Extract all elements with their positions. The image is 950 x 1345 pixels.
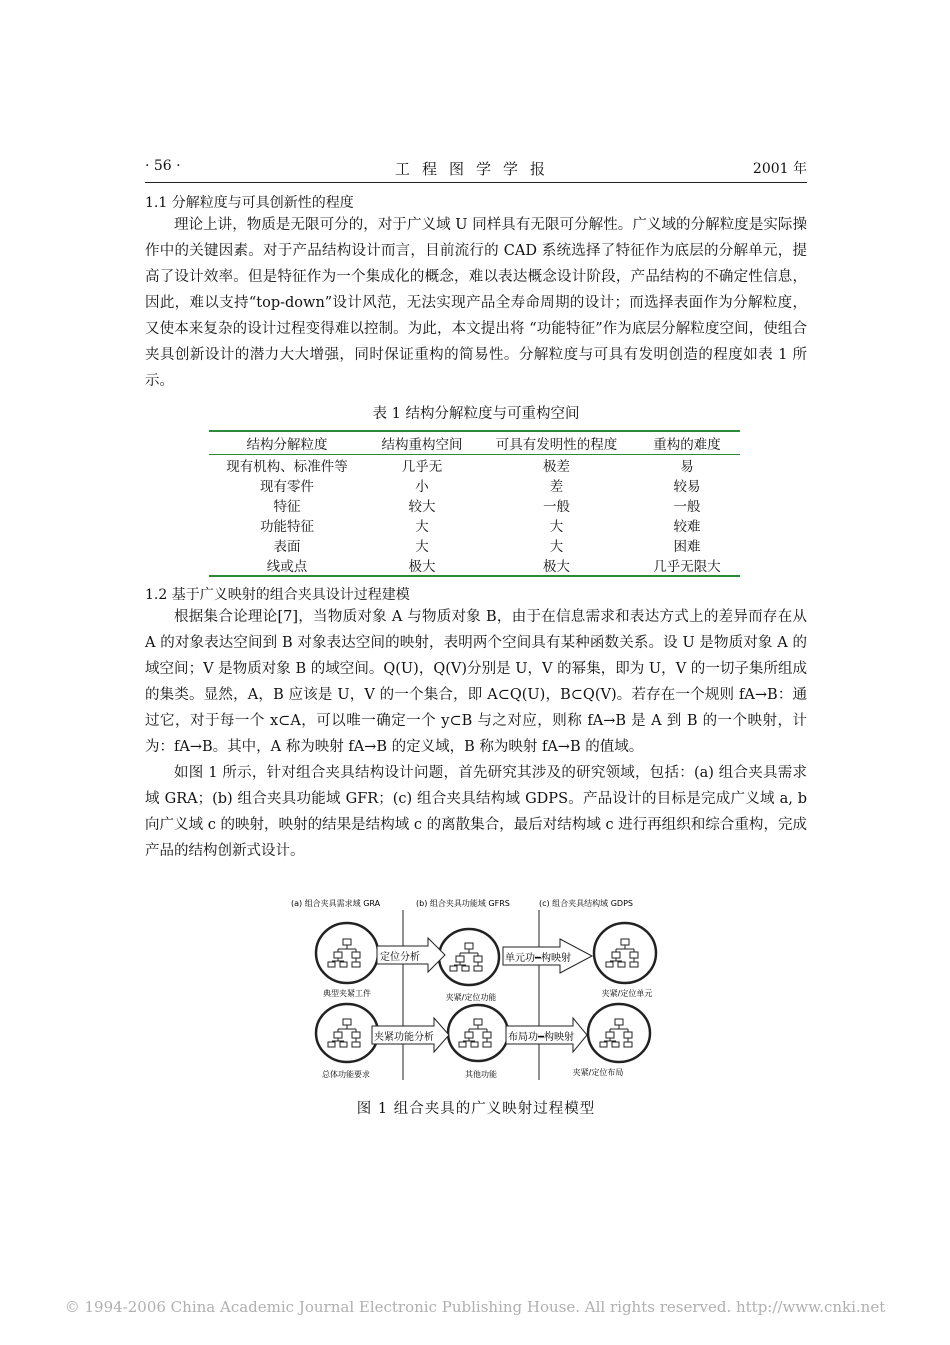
arrow-2 (503, 939, 592, 973)
table-header-cell: 结构分解粒度 (209, 431, 365, 455)
node-c2 (588, 1004, 650, 1062)
arrow-2-label: 单元功━构映射 (505, 953, 572, 964)
section-1-1-title: 1.1 分解粒度与可具创新性的程度 (145, 195, 354, 211)
table-cell: 几乎无 (401, 459, 443, 475)
table-cell: 功能特征 (260, 519, 314, 535)
table-cell: 易 (680, 459, 694, 475)
label-c1: 夹紧/定位单元 (601, 989, 653, 998)
section-1-1-paragraph: 理论上讲，物质是无限可分的，对于广义域 U 同样具有无限可分解性。广义域的分解粒度是实际操作中的关键因素。对于产品结构设计而言，目前流行的 CAD 系统选择了特征作为底层的分解单元，提高了设计效率。但是特征作为一个集成化的概念，难以表达概念设计阶段，产品结构的不确定性信息，因此，难以支持“top-down”设计风范，无法实现产品全寿命周期的设计；而选择表面作为分解粒度，又使本来复杂的设计过程变得难以控制。为此，本文提出将 “功能特征”作为底层分解粒度空间，使组合夹具创新设计的潜力大大增强，同时保证重构的简易性。分解粒度与可具有发明创造的程度如表 1 所示。 (145, 217, 807, 389)
table-cell: 困难 (673, 539, 701, 555)
label-c2: 夹紧/定位布局 (572, 1068, 624, 1077)
arrow-3-label: 夹紧功能分析 (374, 1032, 434, 1043)
section-1-2-body (145, 604, 807, 864)
section-1-2-paragraph-2: 如图 1 所示，针对组合夹具结构设计问题，首先研究其涉及的研究领域，包括：(a) 组合夹具需求域 GRA；(b) 组合夹具功能域 GFR；(c) 组合夹具结构域 GDPS。产品设计的目标是完成广义域 a, b 向广义域 c 的映射，映射的结果是结构域 c 的离散集合，最后对结构域 c 进行再组织和综合重构，完成产品的结构创新式设计。 (145, 765, 807, 859)
table-header-cell: 结构重构空间 (365, 431, 479, 455)
table-row (209, 475, 740, 495)
arrow-4 (506, 1018, 587, 1052)
table-cell: 较难 (673, 519, 701, 535)
node-c1 (594, 923, 656, 983)
node-b2 (448, 1005, 508, 1061)
table-cell: 大 (549, 539, 564, 555)
table-cell: 大 (415, 519, 429, 535)
table-cell: 大 (549, 519, 564, 535)
table-cell: 线或点 (209, 555, 365, 576)
table-cell: 小 (415, 479, 429, 495)
label-b2: 其他功能 (465, 1070, 497, 1079)
label-a1: 典型夹紧工件 (323, 989, 371, 998)
copyright-footer: © 1994-2006 China Academic Journal Electronic Publishing House. All rights reserved. http://www.cnki.net (64, 1298, 886, 1316)
table-row (209, 535, 740, 555)
table-1 (209, 430, 740, 577)
table-cell: 极大 (479, 555, 634, 576)
figure-1-caption: 图 1 组合夹具的广义映射过程模型 (356, 1101, 596, 1117)
table-row (209, 495, 740, 515)
year: 2001 年 (752, 161, 807, 177)
arrow-4-label: 布局功━构映射 (508, 1032, 575, 1043)
table-header-cell: 可具有发明性的程度 (479, 431, 634, 455)
page-number: · 56 · (145, 158, 181, 174)
table-header-row (209, 431, 740, 455)
table-cell: 极差 (543, 459, 570, 475)
table-cell: 较易 (673, 479, 701, 495)
table-header-cell: 重构的难度 (634, 431, 740, 455)
node-a2 (316, 1004, 378, 1062)
table-cell: 一般 (673, 499, 701, 515)
table-row (209, 455, 740, 476)
arrow-1 (377, 938, 445, 972)
table-1-caption: 表 1 结构分解粒度与可重构空间 (372, 406, 580, 422)
table-row (209, 555, 740, 576)
node-b1 (439, 929, 499, 985)
table-cell: 表面 (273, 539, 301, 555)
table-row (209, 515, 740, 535)
table-cell: 较大 (408, 499, 436, 515)
table-cell: 大 (415, 539, 429, 555)
domain-c-label: (c) 组合夹具结构域 GDPS (539, 899, 633, 908)
table-cell: 现有零件 (260, 479, 314, 495)
domain-b-label: (b) 组合夹具功能域 GFRS (416, 899, 510, 908)
arrow-3 (372, 1018, 449, 1052)
domain-a-label: (a) 组合夹具需求域 GRA (291, 899, 381, 908)
table-cell: 极大 (365, 555, 479, 576)
journal-title: 工程图学学报 (394, 160, 557, 178)
arrow-1-label: 定位分析 (380, 952, 420, 963)
label-a2: 总体功能要求 (322, 1070, 370, 1079)
figure-1-diagram (285, 892, 665, 1094)
running-header (145, 158, 807, 183)
table-cell: 一般 (543, 499, 570, 515)
table-cell: 现有机构、标准件等 (226, 459, 348, 475)
node-a1 (316, 923, 378, 983)
section-1-2-title: 1.2 基于广义映射的组合夹具设计过程建模 (145, 587, 410, 603)
table-cell: 几乎无限大 (634, 555, 740, 576)
section-1-2-paragraph-1: 根据集合论理论[7]，当物质对象 A 与物质对象 B，由于在信息需求和表达方式上的差异而存在从 A 的对象表达空间到 B 对象表达空间的映射，表明两个空间具有某种函数关系。设 U 是物质对象 A 的域空间；V 是物质对象 B 的域空间。Q(U)，Q(V)分别是 U，V 的幂集，即为 U，V 的一切子集所组成的集类。显然，A，B 应该是 U，V 的一个集合，即 A⊂Q(U)，B⊂Q(V)。若存在一个规则 fA→B：通过它，对于每一个 x⊂A，可以唯一确定一个 y⊂B 与之对应，则称 fA→B 是 A 到 B 的一个映射，计为：fA→B。其中，A 称为映射 fA→B 的定义域，B 称为映射 fA→B 的值域。 (145, 609, 807, 755)
section-1-1-body (145, 212, 807, 394)
label-b1: 夹紧/定位功能 (445, 993, 497, 1002)
table-cell: 差 (549, 479, 564, 495)
table-cell: 特征 (273, 499, 301, 515)
